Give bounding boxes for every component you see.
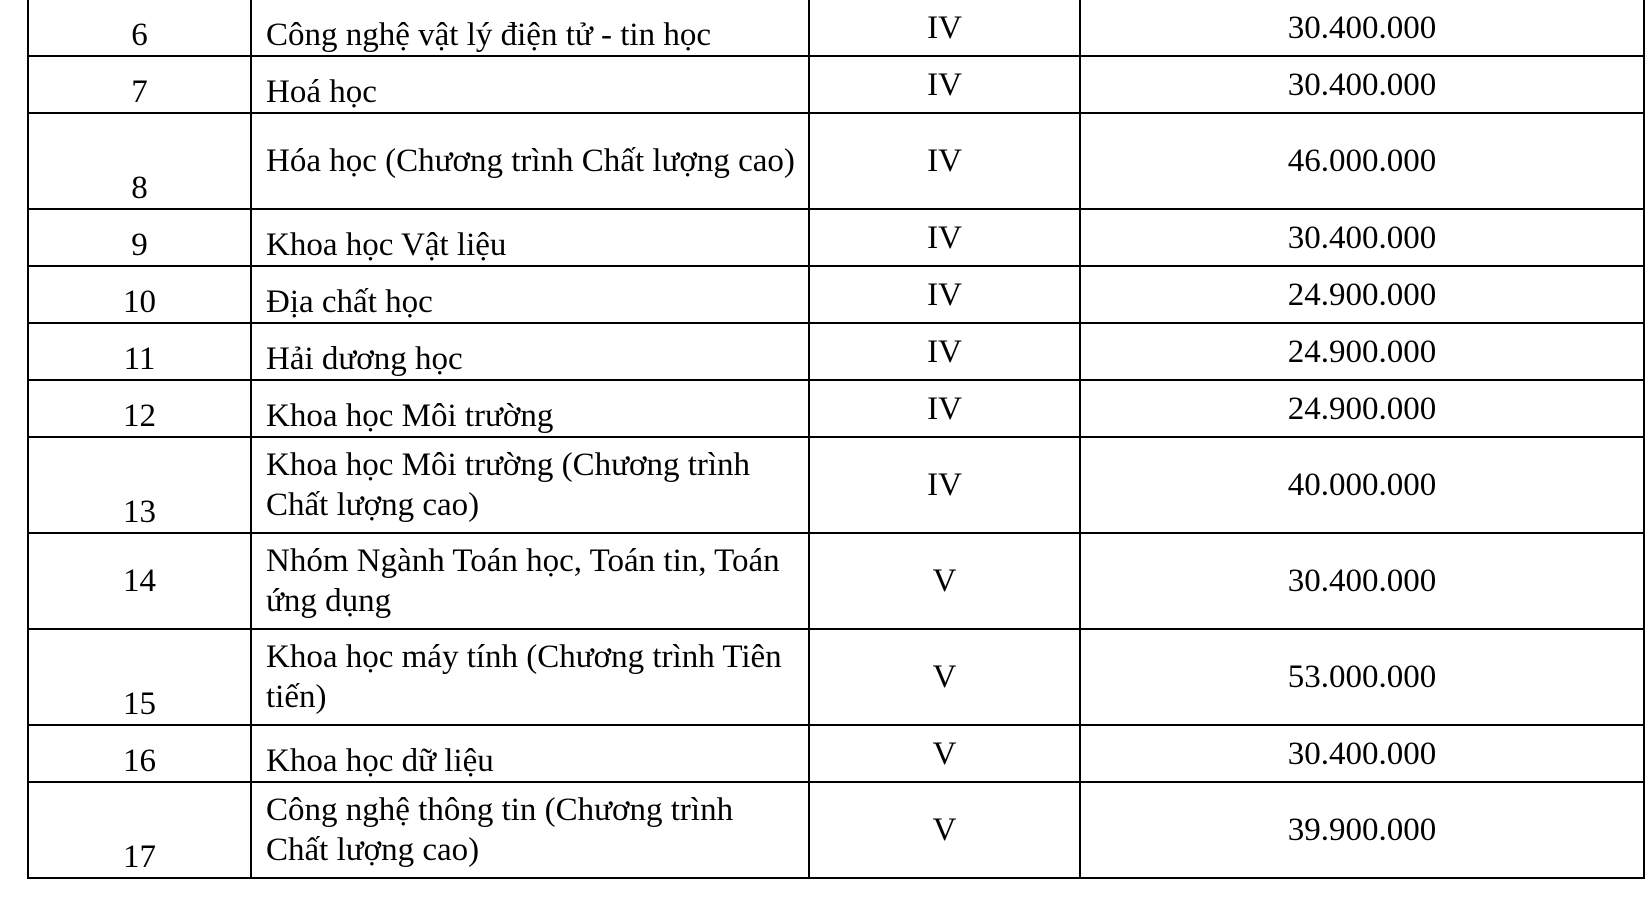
table-row [28,56,1644,113]
table-row [28,209,1644,266]
program-group: IV [809,380,1080,437]
program-group: IV [809,113,1080,209]
program-name: Công nghệ vật lý điện tử - tin học [251,0,809,56]
program-group: IV [809,437,1080,533]
tuition-fee: 30.400.000 [1080,0,1644,56]
tuition-fee: 40.000.000 [1080,437,1644,533]
row-number: 12 [28,380,251,437]
program-name: Hóa học (Chương trình Chất lượng cao) [251,113,809,209]
program-name: Địa chất học [251,266,809,323]
row-number: 7 [28,56,251,113]
table-row [28,323,1644,380]
program-group: V [809,533,1080,629]
row-number: 13 [28,437,251,533]
tuition-fee: 39.900.000 [1080,782,1644,878]
tuition-fee: 30.400.000 [1080,56,1644,113]
program-name: Khoa học Vật liệu [251,209,809,266]
table-row [28,629,1644,725]
row-number: 10 [28,266,251,323]
program-name: Khoa học máy tính (Chương trình Tiên tiến) [251,629,809,725]
program-group: IV [809,266,1080,323]
tuition-fee: 30.400.000 [1080,209,1644,266]
table-row [28,113,1644,209]
row-number: 9 [28,209,251,266]
table-row [28,380,1644,437]
row-number: 17 [28,782,251,878]
row-number: 14 [28,533,251,629]
tuition-fee: 30.400.000 [1080,725,1644,782]
row-number: 15 [28,629,251,725]
program-name: Khoa học Môi trường (Chương trình Chất lượng cao) [251,437,809,533]
table-body [28,0,1644,878]
program-name: Hoá học [251,56,809,113]
tuition-table [27,0,1645,879]
program-group: IV [809,209,1080,266]
row-number: 6 [28,0,251,56]
table-row [28,782,1644,878]
program-group: IV [809,56,1080,113]
tuition-fee: 24.900.000 [1080,380,1644,437]
program-name: Nhóm Ngành Toán học, Toán tin, Toán ứng dụng [251,533,809,629]
program-name: Khoa học dữ liệu [251,725,809,782]
row-number: 16 [28,725,251,782]
program-name: Hải dương học [251,323,809,380]
program-name: Công nghệ thông tin (Chương trình Chất lượng cao) [251,782,809,878]
table-row [28,0,1644,56]
program-group: IV [809,323,1080,380]
table-row [28,533,1644,629]
tuition-fee: 46.000.000 [1080,113,1644,209]
table-row [28,266,1644,323]
table-row [28,725,1644,782]
program-group: V [809,782,1080,878]
tuition-fee: 24.900.000 [1080,323,1644,380]
tuition-fee: 53.000.000 [1080,629,1644,725]
tuition-fee: 30.400.000 [1080,533,1644,629]
program-name: Khoa học Môi trường [251,380,809,437]
row-number: 8 [28,113,251,209]
row-number: 11 [28,323,251,380]
program-group: V [809,629,1080,725]
program-group: V [809,725,1080,782]
table-row [28,437,1644,533]
tuition-fee: 24.900.000 [1080,266,1644,323]
program-group: IV [809,0,1080,56]
